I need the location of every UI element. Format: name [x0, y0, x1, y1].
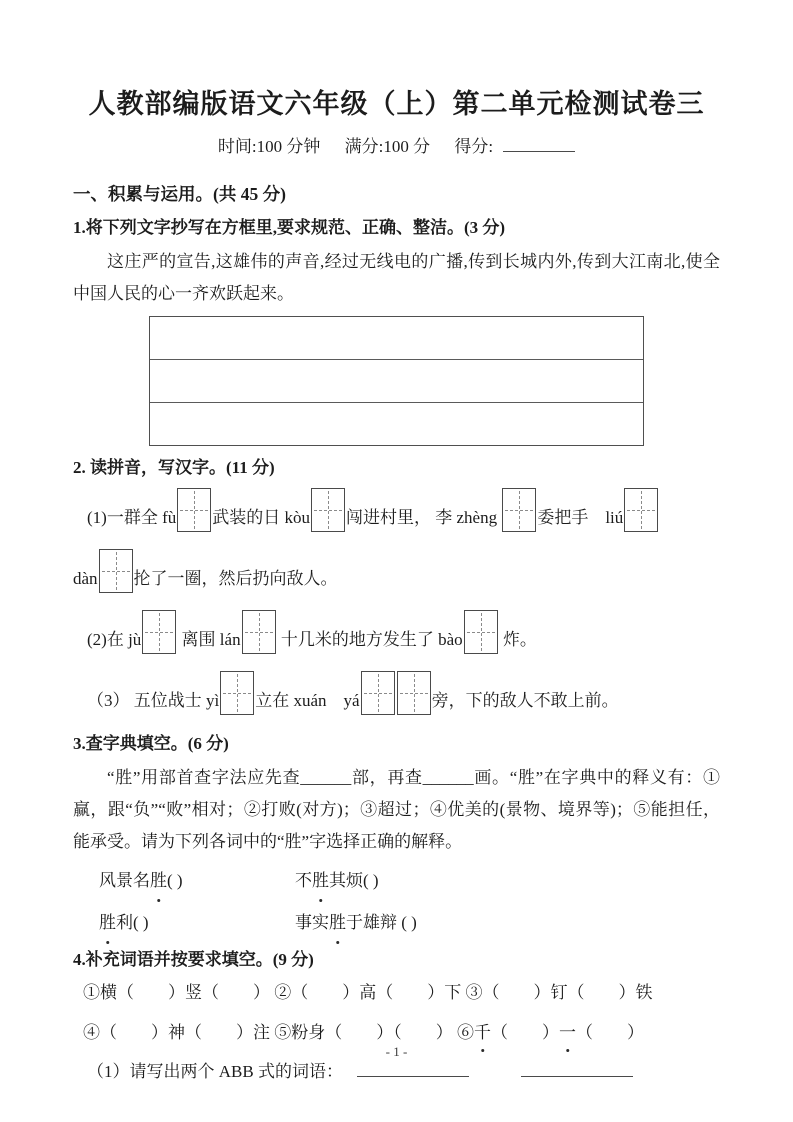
word-option: 风景名胜( )	[99, 864, 295, 898]
q2-line-3	[87, 610, 720, 663]
q2-line1-text: 武装的日 kòu	[212, 508, 310, 527]
q2-line1-text: (1)一群全 fù	[87, 508, 177, 527]
q2-title: 2. 读拼音，写汉字。(11 分)	[73, 458, 275, 477]
character-box[interactable]	[99, 549, 133, 593]
score-label: 得分:	[454, 137, 494, 156]
q4-idiom-row-1: ①横（ ）竖（ ） ②（ ）高（ ）下 ③（ ）钉（ ）铁	[83, 983, 653, 1002]
copy-box-row[interactable]	[150, 317, 643, 359]
character-box[interactable]	[142, 610, 176, 654]
character-box[interactable]	[361, 671, 395, 715]
q2-line3-text: 十几米的地方发生了 bào	[276, 630, 463, 649]
score-blank[interactable]	[503, 134, 575, 152]
emphasized-char: 一	[559, 1018, 576, 1048]
abb-answer-blank[interactable]	[521, 1059, 633, 1077]
q3-passage: “胜”用部首查字法应先查______部，再查______画。“胜”在字典中的释义有：①赢，跟“负”“败”相对；②打败(对方)；③超过；④优美的(景物、境界等)；⑤能担任，能承受。请为下列各词中的“胜”字选择正确的解释。	[73, 768, 720, 851]
character-box[interactable]	[397, 671, 431, 715]
character-box[interactable]	[624, 488, 658, 532]
q2-line2-text: dàn	[73, 569, 98, 588]
q3-title: 3.查字典填空。(6 分)	[73, 734, 229, 753]
q2-line1-text: 闯进村里， 李 zhèng	[345, 508, 502, 527]
copy-box	[149, 316, 644, 446]
total-score-label: 满分:100 分	[344, 137, 431, 156]
q1-title: 1.将下列文字抄写在方框里,要求规范、正确、整洁。(3 分)	[73, 218, 506, 237]
abb-label: （1）请写出两个 ABB 式的词语：	[87, 1062, 343, 1081]
q2-line4-text: （3） 五位战士 yì	[87, 691, 220, 710]
q2-line-1	[87, 488, 720, 541]
q2-line4-text: 立在 xuán yá	[255, 691, 360, 710]
emphasized-char: 胜	[329, 906, 346, 940]
section-one-heading: 一、积累与运用。(共 45 分)	[73, 184, 286, 204]
q2-line3-text: (2)在 jù	[87, 630, 142, 649]
copy-box-row[interactable]	[150, 402, 643, 445]
page-number: - 1 -	[385, 1044, 408, 1059]
character-box[interactable]	[502, 488, 536, 532]
q2-line3-text: 炸。	[498, 630, 537, 649]
word-option: 胜利( )	[99, 906, 295, 940]
character-box[interactable]	[242, 610, 276, 654]
q2-line4-text: 旁，下的敌人不敢上前。	[431, 691, 619, 710]
q1-passage: 这庄严的宣告,这雄伟的声音,经过无线电的广播,传到长城内外,传到大江南北,使全中国人民的心一齐欢跃起来。	[73, 252, 720, 303]
copy-box-row[interactable]	[150, 359, 643, 402]
word-option: 不胜其烦( )	[295, 864, 379, 898]
meta-line	[73, 134, 720, 158]
q2-line1-text: 委把手 liú	[537, 508, 624, 527]
character-box[interactable]	[311, 488, 345, 532]
emphasized-char: 胜	[150, 864, 167, 898]
emphasized-char: 胜	[312, 864, 329, 898]
q2-line-4	[87, 671, 720, 724]
q2-line3-text: 离围 lán	[177, 630, 241, 649]
word-option: 事实胜于雄辩 ( )	[295, 906, 417, 940]
q4-sub1-line	[87, 1058, 720, 1086]
q2-line-2	[73, 549, 720, 602]
character-box[interactable]	[220, 671, 254, 715]
abb-answer-blank[interactable]	[357, 1059, 469, 1077]
time-limit-label: 时间:100 分钟	[217, 137, 321, 156]
q4-idiom-row-2: ④（ ）神（ ）注 ⑤粉身（ ）（ ） ⑥千（ ）一（ ）	[83, 1018, 720, 1048]
page-title: 人教部编版语文六年级（上）第二单元检测试卷三	[88, 89, 705, 119]
character-box[interactable]	[177, 488, 211, 532]
q3-word-row-2	[99, 906, 720, 940]
emphasized-char: 千	[474, 1018, 491, 1048]
emphasized-char: 胜	[99, 906, 116, 940]
q2-line2-text: 抡了一圈，然后扔向敌人。	[133, 569, 338, 588]
q3-word-row-1	[99, 864, 720, 898]
character-box[interactable]	[464, 610, 498, 654]
q4-title: 4.补充词语并按要求填空。(9 分)	[73, 950, 314, 969]
